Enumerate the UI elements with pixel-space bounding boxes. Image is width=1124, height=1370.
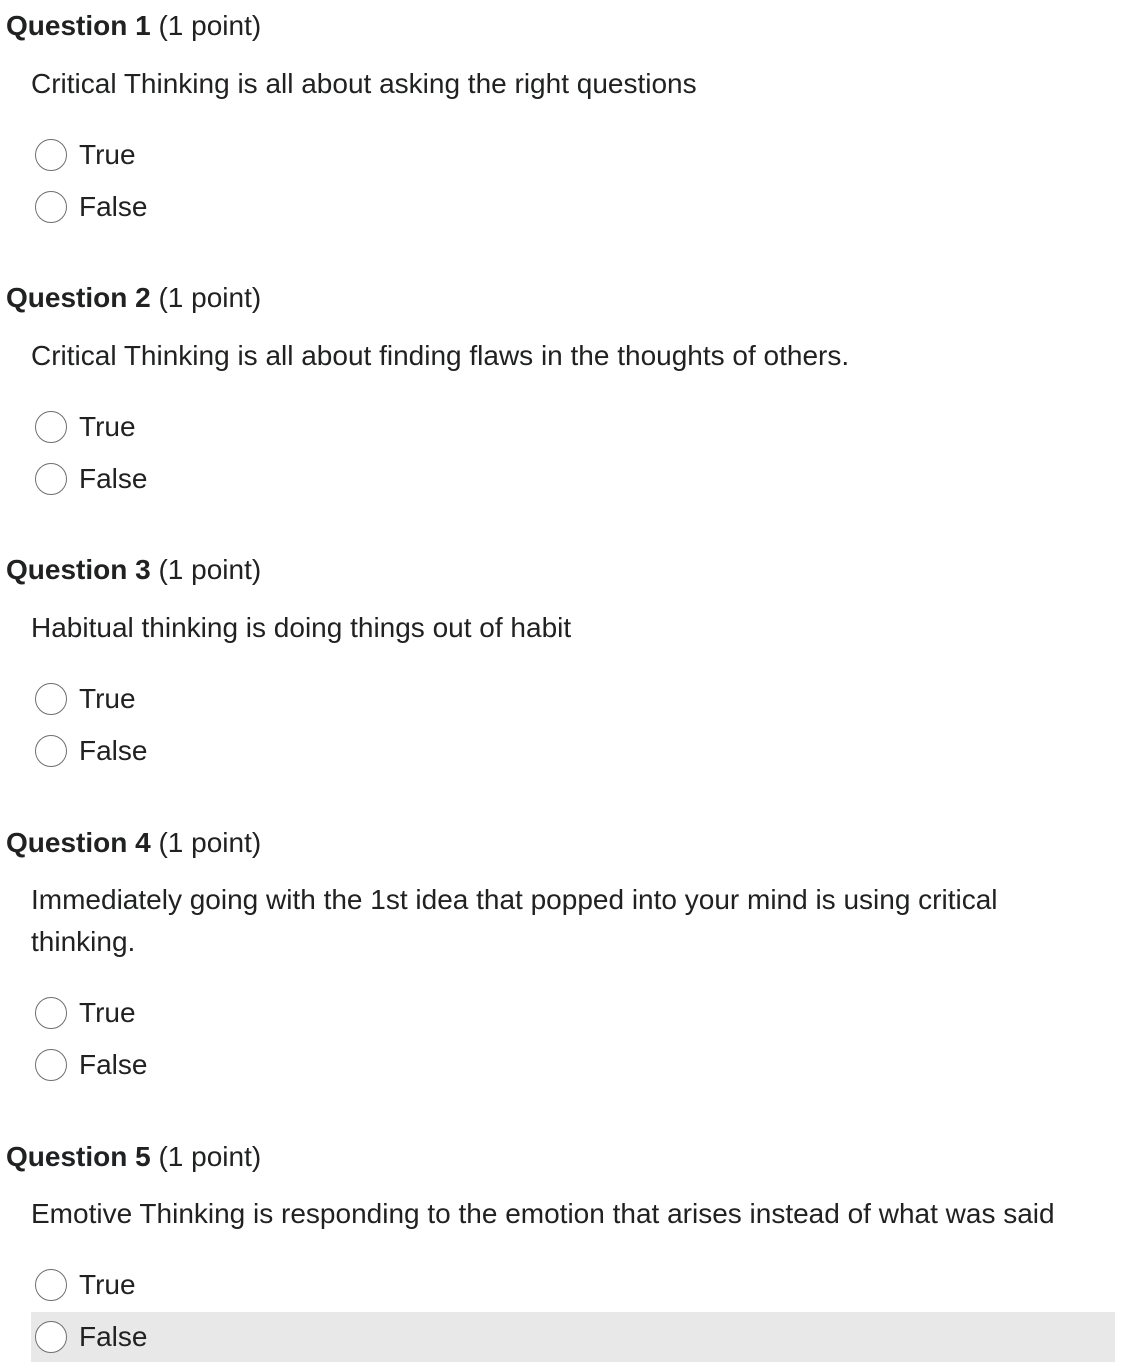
radio-button[interactable] (35, 1049, 67, 1081)
question-header (6, 1140, 261, 1174)
question-title: Question 5 (6, 1141, 151, 1172)
question-points: (1 point) (158, 10, 262, 41)
option-true[interactable] (31, 1260, 1115, 1310)
option-false[interactable] (31, 182, 1115, 232)
option-label: True (79, 997, 136, 1028)
question-points: (1 point) (158, 282, 262, 313)
question-points: (1 point) (158, 827, 262, 858)
question-header (6, 553, 261, 587)
option-false[interactable] (31, 1040, 1115, 1090)
question-header (6, 826, 261, 860)
question-text: Emotive Thinking is responding to the emotion that arises instead of what was said (31, 1198, 1055, 1229)
option-label: False (79, 1321, 148, 1352)
question-header (6, 9, 261, 43)
option-true[interactable] (31, 402, 1115, 452)
radio-button[interactable] (35, 1321, 67, 1353)
option-false[interactable] (31, 454, 1115, 504)
option-label: False (79, 735, 148, 766)
radio-button[interactable] (35, 1269, 67, 1301)
question-text: Immediately going with the 1st idea that popped into your mind is using critical thinking. (31, 884, 998, 957)
option-label: True (79, 683, 136, 714)
radio-button[interactable] (35, 139, 67, 171)
option-true[interactable] (31, 130, 1115, 180)
option-label: False (79, 1049, 148, 1080)
question-text: Habitual thinking is doing things out of habit (31, 612, 572, 643)
option-label: False (79, 463, 148, 494)
option-label: True (79, 139, 136, 170)
option-label: False (79, 191, 148, 222)
radio-button[interactable] (35, 735, 67, 767)
question-title: Question 2 (6, 282, 151, 313)
question-points: (1 point) (158, 1141, 262, 1172)
radio-button[interactable] (35, 191, 67, 223)
radio-button[interactable] (35, 463, 67, 495)
option-label: True (79, 1269, 136, 1300)
question-title: Question 4 (6, 827, 151, 858)
radio-button[interactable] (35, 411, 67, 443)
question-text: Critical Thinking is all about asking the right questions (31, 68, 697, 99)
option-label: True (79, 411, 136, 442)
radio-button[interactable] (35, 683, 67, 715)
option-true[interactable] (31, 988, 1115, 1038)
question-points: (1 point) (158, 554, 262, 585)
option-true[interactable] (31, 674, 1115, 724)
option-false[interactable] (31, 1312, 1115, 1362)
radio-button[interactable] (35, 997, 67, 1029)
option-false[interactable] (31, 726, 1115, 776)
question-title: Question 3 (6, 554, 151, 585)
question-text: Critical Thinking is all about finding flaws in the thoughts of others. (31, 340, 850, 371)
question-title: Question 1 (6, 10, 151, 41)
question-header (6, 281, 261, 315)
